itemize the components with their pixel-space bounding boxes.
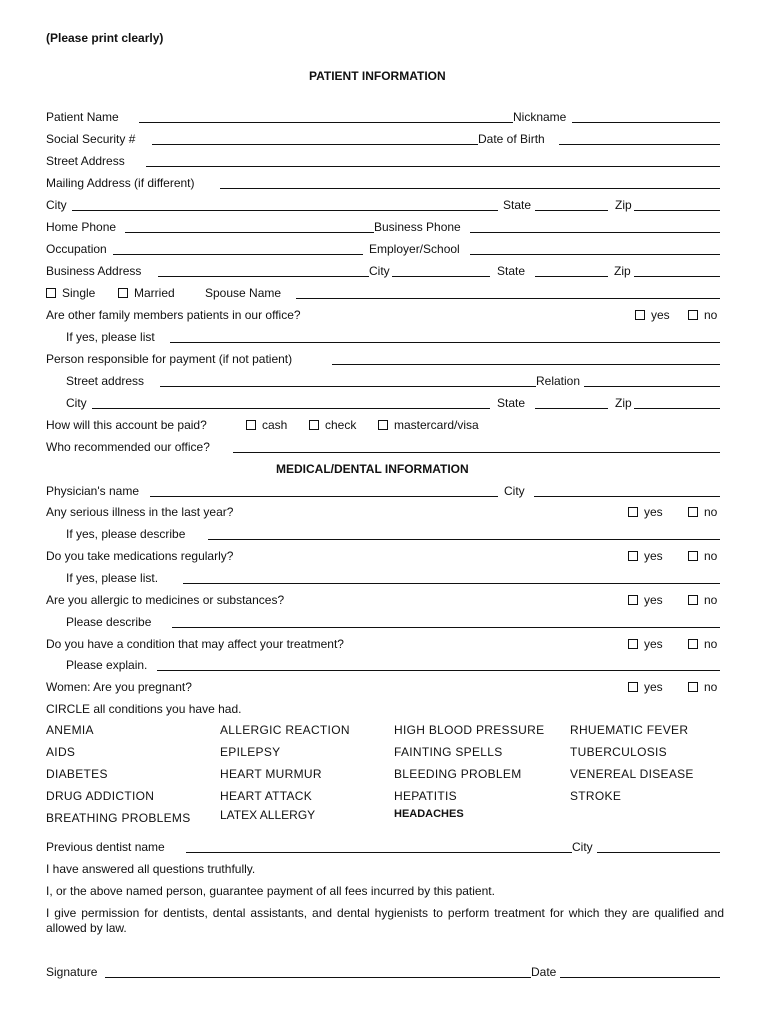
ssn-label: Social Security # bbox=[46, 132, 136, 146]
previous-dentist-city-label: City bbox=[572, 840, 593, 854]
resp-street-label: Street address bbox=[66, 374, 145, 388]
employer-label: Employer/School bbox=[369, 242, 460, 256]
nickname-field[interactable] bbox=[572, 122, 720, 123]
condition-item[interactable]: AIDS bbox=[46, 745, 76, 759]
illness-describe-field[interactable] bbox=[208, 539, 720, 540]
condition-item[interactable]: STROKE bbox=[570, 789, 622, 803]
date-field[interactable] bbox=[560, 977, 720, 978]
checkbox-icon bbox=[688, 310, 698, 320]
business-phone-label: Business Phone bbox=[374, 220, 461, 234]
single-checkbox[interactable]: Single bbox=[46, 286, 95, 300]
signature-label: Signature bbox=[46, 965, 98, 979]
physician-city-label: City bbox=[504, 484, 525, 498]
patient-name-field[interactable] bbox=[139, 122, 513, 123]
street-address-field[interactable] bbox=[146, 166, 720, 167]
checkbox-icon bbox=[688, 507, 698, 517]
spouse-name-field[interactable] bbox=[296, 298, 720, 299]
checkbox-icon bbox=[46, 288, 56, 298]
checkbox-icon bbox=[635, 310, 645, 320]
allergic-no-checkbox[interactable]: no bbox=[688, 593, 717, 607]
previous-dentist-city-field[interactable] bbox=[597, 852, 720, 853]
family-no-checkbox[interactable]: no bbox=[688, 308, 717, 322]
spouse-name-label: Spouse Name bbox=[205, 286, 282, 300]
condition-yes-checkbox[interactable]: yes bbox=[628, 637, 663, 651]
condition-item[interactable]: ALLERGIC REACTION bbox=[220, 723, 350, 737]
condition-item[interactable]: VENEREAL DISEASE bbox=[570, 767, 694, 781]
business-zip-label: Zip bbox=[614, 264, 631, 278]
cash-checkbox[interactable]: cash bbox=[246, 418, 287, 432]
ssn-field[interactable] bbox=[152, 144, 478, 145]
checkbox-icon bbox=[628, 507, 638, 517]
date-label: Date bbox=[531, 965, 557, 979]
checkbox-icon bbox=[246, 420, 256, 430]
checkbox-icon bbox=[688, 639, 698, 649]
illness-describe-label: If yes, please describe bbox=[66, 527, 186, 541]
business-zip-field[interactable] bbox=[634, 276, 720, 277]
physician-name-label: Physician's name bbox=[46, 484, 139, 498]
checkbox-icon bbox=[688, 551, 698, 561]
condition-item[interactable]: HEART MURMUR bbox=[220, 767, 322, 781]
medications-question: Do you take medications regularly? bbox=[46, 549, 234, 563]
patient-name-label: Patient Name bbox=[46, 110, 119, 124]
condition-item[interactable]: ANEMIA bbox=[46, 723, 94, 737]
responsible-person-label: Person responsible for payment (if not patient) bbox=[46, 352, 293, 366]
checkbox-icon bbox=[628, 682, 638, 692]
family-list-field[interactable] bbox=[170, 342, 720, 343]
pregnant-no-checkbox[interactable]: no bbox=[688, 680, 717, 694]
business-phone-field[interactable] bbox=[470, 232, 720, 233]
state-label: State bbox=[503, 198, 532, 212]
zip-field[interactable] bbox=[634, 210, 720, 211]
family-list-label: If yes, please list bbox=[66, 330, 155, 344]
resp-zip-label: Zip bbox=[615, 396, 632, 410]
illness-question: Any serious illness in the last year? bbox=[46, 505, 234, 519]
condition-explain-field[interactable] bbox=[157, 670, 720, 671]
signature-field[interactable] bbox=[105, 977, 531, 978]
pregnant-question: Women: Are you pregnant? bbox=[46, 680, 192, 694]
condition-item[interactable]: DIABETES bbox=[46, 767, 108, 781]
medications-list-field[interactable] bbox=[183, 583, 720, 584]
truthful-statement: I have answered all questions truthfully. bbox=[46, 862, 256, 876]
condition-item[interactable]: HEADACHES bbox=[394, 808, 464, 820]
resp-zip-field[interactable] bbox=[634, 408, 720, 409]
city-label: City bbox=[46, 198, 67, 212]
relation-field[interactable] bbox=[584, 386, 720, 387]
medications-yes-checkbox[interactable]: yes bbox=[628, 549, 663, 563]
employer-field[interactable] bbox=[470, 254, 720, 255]
checkbox-icon bbox=[628, 639, 638, 649]
condition-explain-label: Please explain. bbox=[66, 658, 148, 672]
business-city-label: City bbox=[369, 264, 390, 278]
condition-no-checkbox[interactable]: no bbox=[688, 637, 717, 651]
condition-question: Do you have a condition that may affect your treatment? bbox=[46, 637, 344, 651]
condition-item[interactable]: TUBERCULOSIS bbox=[570, 745, 667, 759]
condition-item[interactable]: BREATHING PROBLEMS bbox=[46, 811, 191, 825]
checkbox-icon bbox=[628, 551, 638, 561]
allergic-question: Are you allergic to medicines or substances? bbox=[46, 593, 285, 607]
print-clearly-note: (Please print clearly) bbox=[46, 31, 164, 45]
checkbox-icon bbox=[628, 595, 638, 605]
business-address-label: Business Address bbox=[46, 264, 142, 278]
checkbox-icon bbox=[688, 682, 698, 692]
condition-item[interactable]: EPILEPSY bbox=[220, 745, 281, 759]
checkbox-icon bbox=[309, 420, 319, 430]
guarantee-statement: I, or the above named person, guarantee payment of all fees incurred by this patient. bbox=[46, 884, 495, 898]
nickname-label: Nickname bbox=[513, 110, 567, 124]
previous-dentist-label: Previous dentist name bbox=[46, 840, 165, 854]
illness-no-checkbox[interactable]: no bbox=[688, 505, 717, 519]
responsible-person-field[interactable] bbox=[332, 364, 720, 365]
resp-state-label: State bbox=[497, 396, 526, 410]
mailing-address-field[interactable] bbox=[220, 188, 720, 189]
condition-item[interactable]: FAINTING SPELLS bbox=[394, 745, 503, 759]
state-field[interactable] bbox=[535, 210, 608, 211]
resp-street-field[interactable] bbox=[160, 386, 536, 387]
family-members-question: Are other family members patients in our office? bbox=[46, 308, 301, 322]
pregnant-yes-checkbox[interactable]: yes bbox=[628, 680, 663, 694]
street-address-label: Street Address bbox=[46, 154, 125, 168]
payment-method-question: How will this account be paid? bbox=[46, 418, 207, 432]
physician-name-field[interactable] bbox=[150, 496, 498, 497]
section-title-patient: PATIENT INFORMATION bbox=[309, 69, 446, 83]
family-yes-checkbox[interactable]: yes bbox=[635, 308, 670, 322]
check-checkbox[interactable]: check bbox=[309, 418, 356, 432]
business-city-field[interactable] bbox=[392, 276, 490, 277]
resp-state-field[interactable] bbox=[535, 408, 608, 409]
medications-list-label: If yes, please list. bbox=[66, 571, 159, 585]
dob-field[interactable] bbox=[559, 144, 720, 145]
previous-dentist-field[interactable] bbox=[186, 852, 572, 853]
city-field[interactable] bbox=[72, 210, 498, 211]
married-checkbox[interactable]: Married bbox=[118, 286, 175, 300]
condition-item[interactable]: LATEX ALLERGY bbox=[220, 808, 316, 822]
allergic-describe-field[interactable] bbox=[172, 627, 720, 628]
business-state-label: State bbox=[497, 264, 526, 278]
condition-item[interactable]: HEART ATTACK bbox=[220, 789, 313, 803]
home-phone-field[interactable] bbox=[125, 232, 374, 233]
condition-item[interactable]: HEPATITIS bbox=[394, 789, 457, 803]
resp-city-label: City bbox=[66, 396, 87, 410]
condition-item[interactable]: BLEEDING PROBLEM bbox=[394, 767, 522, 781]
condition-item[interactable]: HIGH BLOOD PRESSURE bbox=[394, 723, 545, 737]
allergic-describe-label: Please describe bbox=[66, 615, 152, 629]
recommended-label: Who recommended our office? bbox=[46, 440, 210, 454]
relation-label: Relation bbox=[536, 374, 581, 388]
resp-city-field[interactable] bbox=[92, 408, 490, 409]
allergic-yes-checkbox[interactable]: yes bbox=[628, 593, 663, 607]
business-address-field[interactable] bbox=[158, 276, 369, 277]
permission-statement: I give permission for dentists, dental assistants, and dental hygienists to perform treatment for which they are qualified and allowed by law. bbox=[46, 906, 724, 935]
condition-item[interactable]: RHUEMATIC FEVER bbox=[570, 723, 689, 737]
business-state-field[interactable] bbox=[535, 276, 608, 277]
occupation-field[interactable] bbox=[113, 254, 363, 255]
circle-conditions-label: CIRCLE all conditions you have had. bbox=[46, 702, 242, 716]
occupation-label: Occupation bbox=[46, 242, 107, 256]
physician-city-field[interactable] bbox=[534, 496, 720, 497]
checkbox-icon bbox=[688, 595, 698, 605]
home-phone-label: Home Phone bbox=[46, 220, 117, 234]
condition-item[interactable]: DRUG ADDICTION bbox=[46, 789, 155, 803]
zip-label: Zip bbox=[615, 198, 632, 212]
medications-no-checkbox[interactable]: no bbox=[688, 549, 717, 563]
mastercard-visa-checkbox[interactable]: mastercard/visa bbox=[378, 418, 479, 432]
recommended-field[interactable] bbox=[233, 452, 720, 453]
dob-label: Date of Birth bbox=[478, 132, 545, 146]
checkbox-icon bbox=[378, 420, 388, 430]
checkbox-icon bbox=[118, 288, 128, 298]
section-title-medical: MEDICAL/DENTAL INFORMATION bbox=[276, 462, 469, 476]
illness-yes-checkbox[interactable]: yes bbox=[628, 505, 663, 519]
mailing-address-label: Mailing Address (if different) bbox=[46, 176, 195, 190]
